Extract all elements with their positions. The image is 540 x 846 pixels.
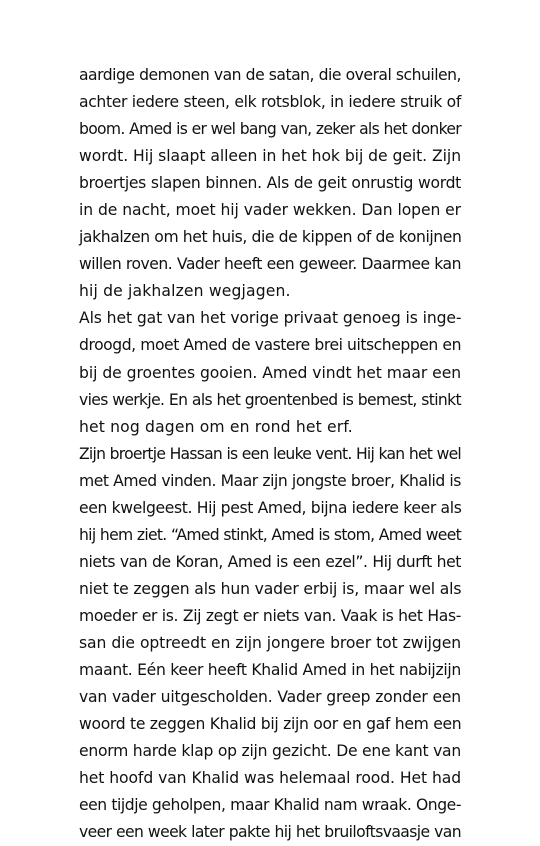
text-line: enorm harde klap op zijn gezicht. De ene kant van xyxy=(79,742,461,761)
text-line: vies werkje. En als het groentenbed is bemest, stinkt xyxy=(79,390,461,409)
text-line: san die optreedt en zijn jongere broer tot zwijgen xyxy=(79,633,461,652)
text-line: in de nacht, moet hij vader wekken. Dan lopen er xyxy=(79,201,461,220)
text-line: een kwelgeest. Hij pest Amed, bijna iedere keer als xyxy=(79,498,462,517)
text-line: boom. Amed is er wel bang van, zeker als het donker xyxy=(79,120,461,139)
text-line: Als het gat van het vorige privaat genoeg is inge- xyxy=(79,309,462,328)
text-line: veer een week later pakte hij het bruiloftsvaasje van xyxy=(79,823,461,842)
paragraph-privy xyxy=(79,305,461,440)
book-page-text xyxy=(79,62,461,846)
text-line: maant. Eén keer heeft Khalid Amed in het nabijzijn xyxy=(79,661,461,680)
text-line: met Amed vinden. Maar zijn jongste broer, Khalid is xyxy=(79,471,461,490)
text-line: hij de jakhalzen wegjagen. xyxy=(79,282,291,301)
text-line: woord te zeggen Khalid bij zijn oor en gaf hem een xyxy=(79,715,462,734)
text-line: aardige demonen van de satan, die overal schuilen, xyxy=(79,66,461,84)
paragraph-brothers xyxy=(79,441,461,846)
text-line: moeder er is. Zij zegt er niets van. Vaak is het Has- xyxy=(79,606,461,625)
text-line: willen roven. Vader heeft een geweer. Daarmee kan xyxy=(79,255,461,274)
paragraph-demons xyxy=(79,62,461,305)
text-line: jakhalzen om het huis, die de kippen of de konijnen xyxy=(79,228,462,247)
text-line: Zijn broertje Hassan is een leuke vent. Hij kan het wel xyxy=(79,444,461,463)
text-line: hij hem ziet. “Amed stinkt, Amed is stom, Amed weet xyxy=(79,525,461,544)
text-line: wordt. Hij slaapt alleen in het hok bij de geit. Zijn xyxy=(79,147,462,166)
text-line: niets van de Koran, Amed is een ezel”. Hij durft het xyxy=(79,552,461,571)
text-line: niet te zeggen als hun vader erbij is, maar wel als xyxy=(79,579,462,598)
text-line: broertjes slapen binnen. Als de geit onrustig wordt xyxy=(79,174,461,193)
text-line: het nog dagen om en rond het erf. xyxy=(79,417,353,436)
text-line: achter iedere steen, elk rotsblok, in iedere struik of xyxy=(79,93,461,112)
text-line: bij de groentes gooien. Amed vindt het maar een xyxy=(79,363,462,382)
text-line: een tijdje geholpen, maar Khalid nam wraak. Onge- xyxy=(79,796,461,815)
text-line: van vader uitgescholden. Vader greep zonder een xyxy=(79,688,461,707)
text-line: het hoofd van Khalid was helemaal rood. Het had xyxy=(79,769,461,788)
text-line: droogd, moet Amed de vastere brei uitscheppen en xyxy=(79,336,461,355)
